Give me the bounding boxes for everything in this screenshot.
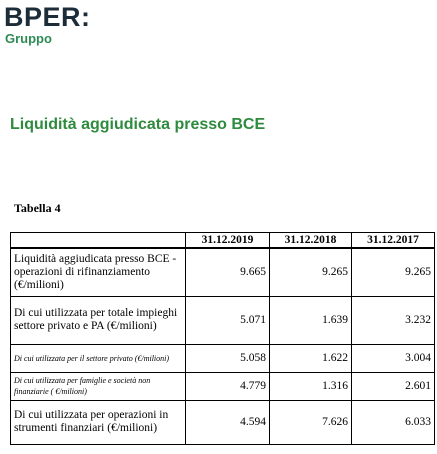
- value-cell: 9.265: [352, 248, 435, 296]
- header-cell-2019: 31.12.2019: [186, 233, 270, 249]
- value-cell: 7.626: [270, 400, 352, 444]
- table-row: [11, 344, 435, 372]
- header-cell-2018: 31.12.2018: [270, 233, 352, 249]
- header-cell-empty: [11, 233, 186, 249]
- section-title: Liquidità aggiudicata presso BCE: [10, 116, 266, 133]
- value-cell: 9.665: [186, 248, 270, 296]
- table-header-row: [11, 233, 435, 249]
- value-cell: 2.601: [352, 372, 435, 400]
- table-row: [11, 296, 435, 344]
- table-row: [11, 248, 435, 296]
- value-cell: 4.779: [186, 372, 270, 400]
- logo-colon: :: [81, 2, 91, 32]
- value-cell: 3.232: [352, 296, 435, 344]
- row-label: Di cui utilizzata per il settore privato (€/milioni): [11, 344, 186, 372]
- row-label: Liquidità aggiudicata presso BCE - operazioni di rifinanziamento (€/milioni): [11, 248, 186, 296]
- table-label: Tabella 4: [14, 201, 61, 215]
- value-cell: 5.058: [186, 344, 270, 372]
- logo-subtitle: Gruppo: [5, 31, 52, 46]
- logo-wordmark: BPER: [4, 2, 82, 32]
- value-cell: 3.004: [352, 344, 435, 372]
- liquidity-table: [10, 232, 435, 445]
- value-cell: 1.622: [270, 344, 352, 372]
- value-cell: 1.639: [270, 296, 352, 344]
- header-cell-2017: 31.12.2017: [352, 233, 435, 249]
- table-row: [11, 372, 435, 400]
- row-label: Di cui utilizzata per operazioni in strumenti finanziari (€/milioni): [11, 400, 186, 444]
- value-cell: 5.071: [186, 296, 270, 344]
- value-cell: 1.316: [270, 372, 352, 400]
- bper-logo: [4, 2, 91, 45]
- row-label: Di cui utilizzata per totale impieghi settore privato e PA (€/milioni): [11, 296, 186, 344]
- value-cell: 9.265: [270, 248, 352, 296]
- value-cell: 4.594: [186, 400, 270, 444]
- value-cell: 6.033: [352, 400, 435, 444]
- row-label: Di cui utilizzata per famiglie e società non finanziarie ( €/milioni): [11, 372, 186, 400]
- table-row: [11, 400, 435, 444]
